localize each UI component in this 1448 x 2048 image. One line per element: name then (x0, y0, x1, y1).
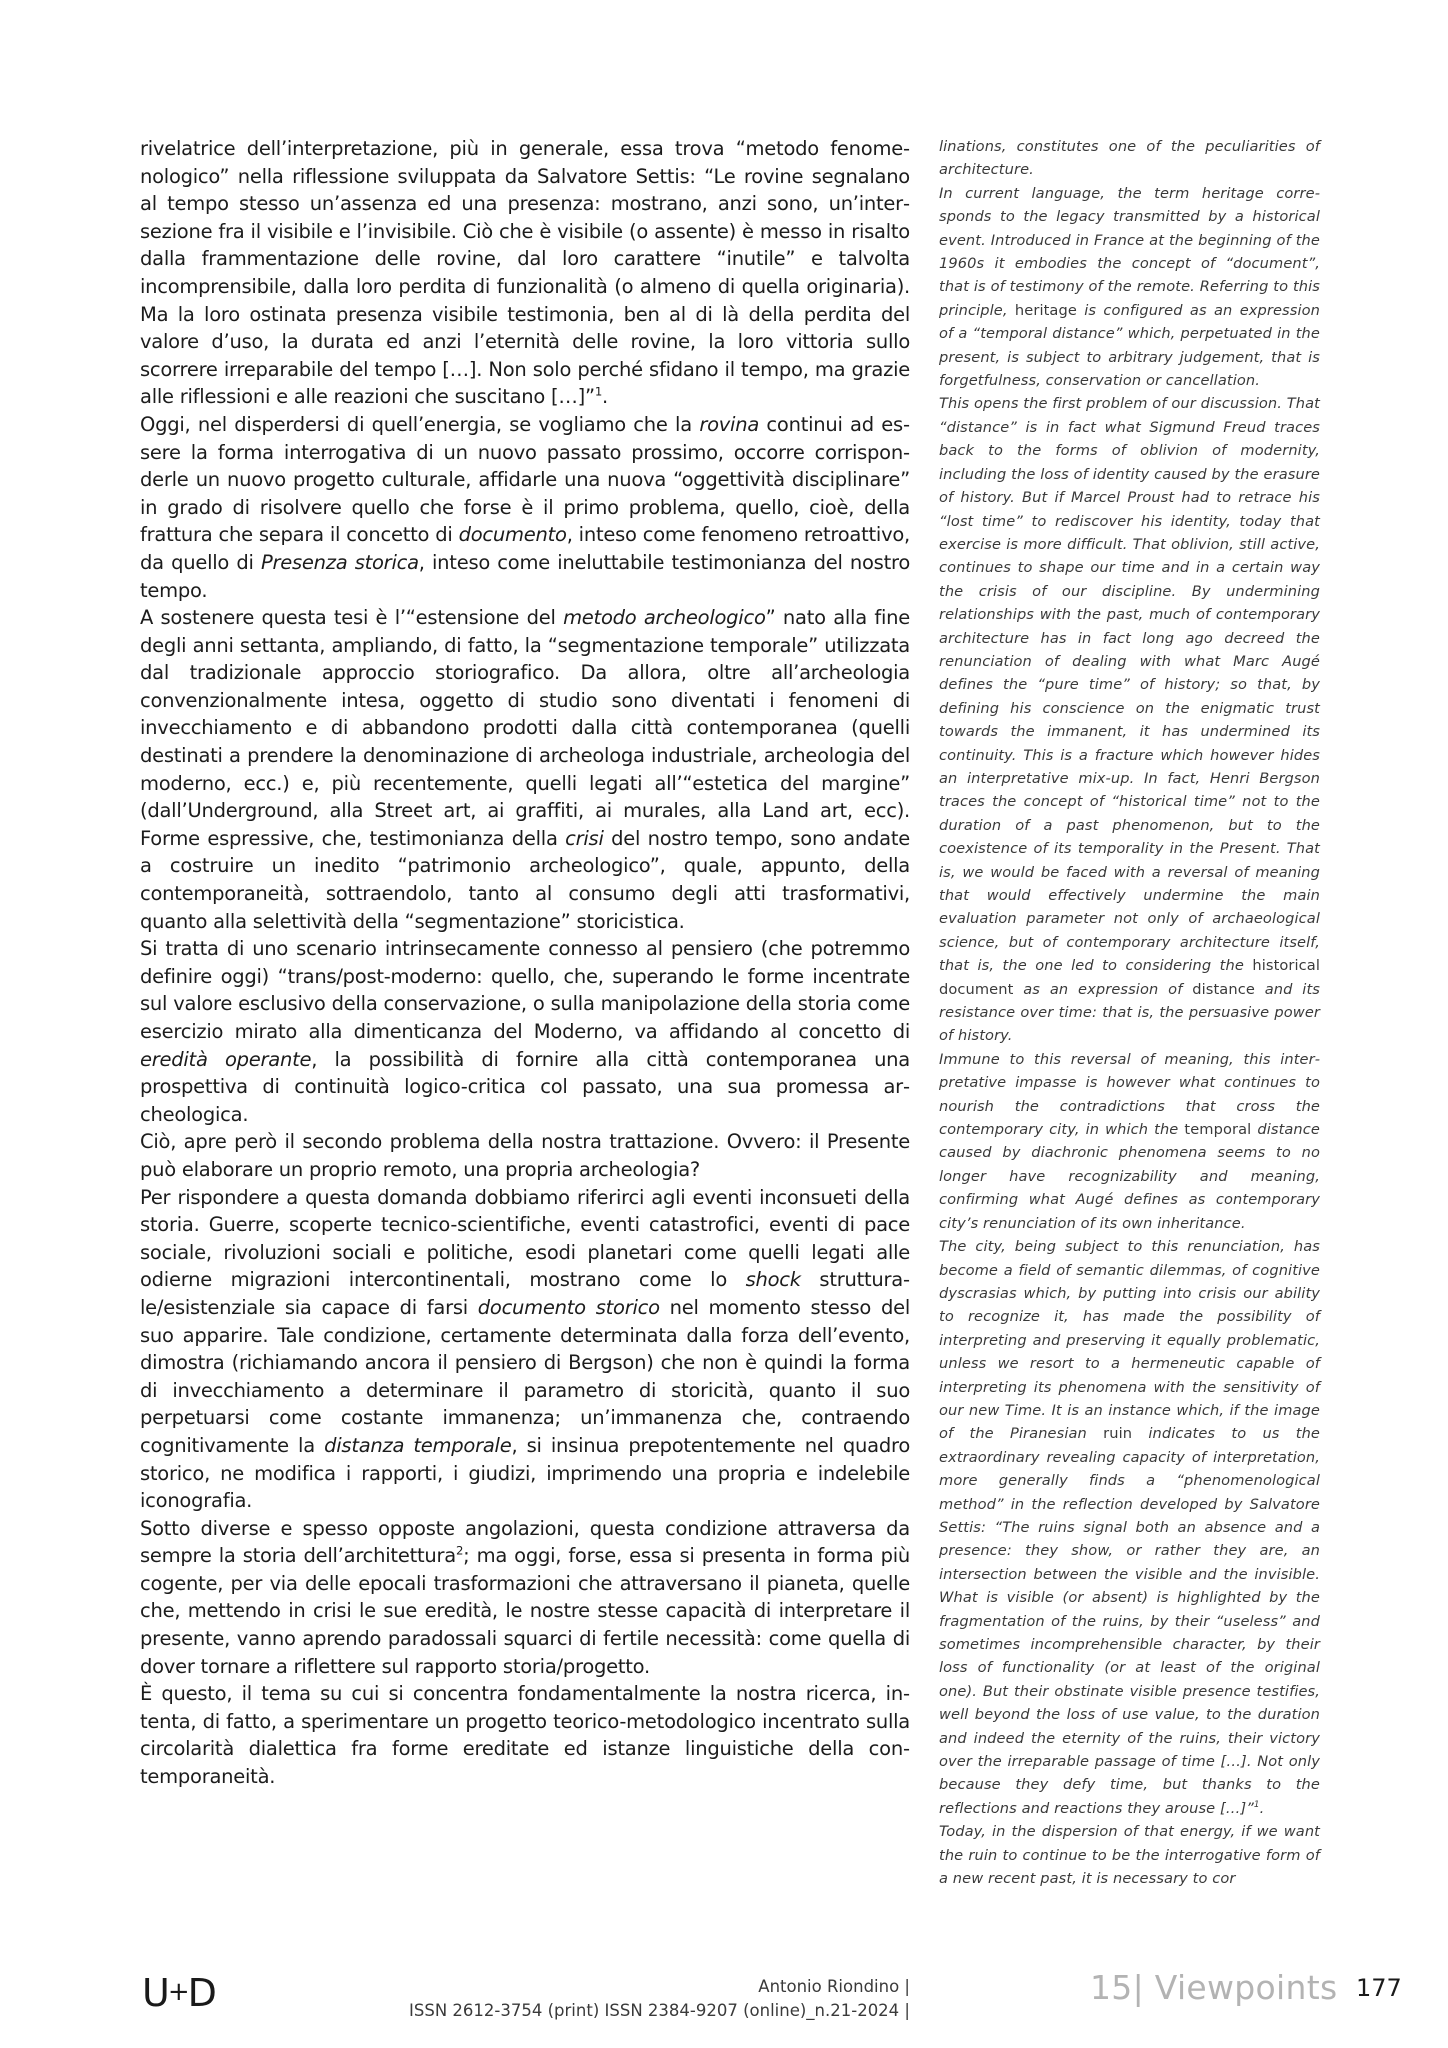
logo-plus: + (167, 1977, 187, 2007)
emphasis: metodo archeologico (563, 606, 766, 630)
text-run: continui ad essere la forma interrogativa di un nuovo passato prossimo, occorre corrisponderle un nuovo progetto culturale, affidarle una nuova “oggettività disciplinare” in grado di risolvere quello che forse è il primo problema, quello, cioè, della frattura che separa il concetto di (140, 412, 910, 547)
emphasis: rovina (699, 412, 760, 436)
paragraph: È questo, il tema su cui si concentra fondamentalmente la nostra ricerca, intenta, di fatto, a sperimentare un progetto teorico-metodologico incentrato sulla circolarità dialettica fra forme ereditate ed istanze linguistiche della contemporaneità. (140, 1682, 910, 1789)
paragraph (140, 411, 910, 604)
footer-author: Antonio Riondino | (758, 1977, 910, 1996)
footer-issn: ISSN 2612-3754 (print) ISSN 2384-9207 (online)_n.21-2024 | (409, 2001, 910, 2020)
paragraph (140, 1515, 910, 1681)
paragraph (939, 1048, 1320, 1235)
upright-term: heritage (1014, 301, 1077, 319)
text-run: Oggi, nel disperdersi di quell’energia, se vogliamo che la (140, 412, 700, 436)
emphasis: shock (745, 1268, 801, 1292)
text-run: , la possibilità di fornire alla città contemporanea una prospettiva di continuità logico-critica col passato, una sua promessa archeologica. (140, 1047, 910, 1126)
footnote-ref[interactable]: 2 (455, 1543, 464, 1558)
paragraph (140, 1184, 910, 1515)
text-run: , si insinua prepotentemente nel quadro storico, ne modifica i rapporti, i giudizi, imprimendo una propria e indelebile iconografia. (140, 1433, 911, 1513)
text-run: ; ma oggi, forse, essa si presenta in forma più cogente, per via delle epocali trasformazioni che attraversano il pianeta, quelle che, mettendo in crisi le sue eredità, le nostre stesse capacità di interpretare il presente, vanno aprendo paradossali squarci di fertile necessità: come quella di dover tornare a riflettere sul rapporto storia/progetto. (140, 1544, 910, 1678)
logo-letter: U (142, 1971, 167, 2015)
paragraph (140, 135, 910, 411)
text-run: In current language, the term heritage corresponds to the legacy transmitted by a historical event. Introduced in France at the beginning of the 1960s it embodies the concept of “document”, that is of testimony of the remote. Referring to this principle, (939, 184, 1320, 319)
journal-logo (142, 1972, 214, 2013)
text-run: and its resistance over time: that is, the persuasive power of history. (939, 980, 1320, 1045)
logo-letter: D (187, 1971, 214, 2015)
footnote-ref[interactable]: 1 (594, 384, 603, 399)
text-run: rivelatrice dell’interpretazione, più in generale, essa trova “metodo fenomenologico” nella riflessione sviluppata da Salvatore Settis: “Le rovine segnalano al tempo stesso un’assenza ed una presenza: mostrano, anzi sono, un’intersezione fra il visibile e l’invisibile. Ciò che è visibile (o assente) è messo in risalto dalla frammentazione delle rovine, dal loro carattere “inutile” e talvolta incomprensibile, dalla loro perdita di funzionalità (o almeno di quella originaria). Ma la loro ostinata presenza visibile testimonia, ben al di là della perdita del valore d’uso, la durata ed anzi l’eternità delle rovine, la loro vittoria sullo scorrere irreparabile del tempo […]. Non solo perché sfidano il tempo, ma grazie alle riflessioni e alle reazioni che suscitano […]” (140, 137, 910, 409)
text-run: Sotto diverse e spesso opposte angolazioni, questa condizione attraversa da sempre la storia dell’architettura (140, 1516, 910, 1568)
text-run: Si tratta di uno scenario intrinsecamente connesso al pensiero (che potremmo definire oggi) “trans/post-moderno: quello, che, superando le forme incentrate sul valore esclusivo della conservazione, o sulla manipolazione della storia come esercizio mirato alla dimenticanza del Moderno, va affidando al concetto di (140, 937, 910, 1043)
section-label: 15| Viewpoints (1090, 1968, 1338, 2007)
paragraph (939, 392, 1320, 1047)
upright-term: distance (1192, 980, 1255, 998)
paragraph (939, 182, 1320, 393)
paragraph: linations, constitutes one of the peculiarities of architecture. (939, 138, 1320, 179)
text-run: A sostenere questa tesi è l’“estensione del (140, 606, 564, 630)
upright-term: temporal (1184, 1121, 1252, 1139)
english-translation-column (939, 135, 1320, 1890)
text-run: The city, being subject to this renunciation, has become a field of semantic dilemmas, of cognitive dyscrasias which, by putting into crisis our ability to recognize it, has made the possibility of interpreting and preserving it equally problematic, unless we resort to a hermeneutic capable of interpreting its phenomena with the sensitivity of our new Time. It is an instance which, if the image of the Piranesian (939, 1238, 1320, 1443)
paragraph: Today, in the dispersion of that energy, if we want the ruin to continue to be the interrogative form of a new recent past, it is necessary to cor (939, 1823, 1320, 1888)
emphasis: distanza temporale (324, 1433, 512, 1457)
text-run: is configured as an expression of a “temporal distance” which, perpetuated in the present, is subject to arbitrary judgement, that is forgetfulness, conservation or cancellation. (939, 301, 1321, 390)
emphasis: eredità operante (140, 1047, 312, 1071)
upright-term: ruin (1103, 1425, 1133, 1443)
page-number: 177 (1356, 1974, 1402, 2002)
text-run: nel momento stesso del suo apparire. Tale condizione, certamente determinata dalla forza dell’evento, dimostra (richiamando ancora il pensiero di Bergson) che non è quindi la forma di invecchiamento a determinare il parametro di storicità, quanto il suo perpetuarsi come costante immanenza; un’immanenza che, contraendo cognitivamente la (140, 1295, 910, 1457)
text-run: as an expression of (1013, 980, 1193, 998)
upright-term: historical document (939, 957, 1320, 998)
paragraph (140, 935, 910, 1128)
paragraph (140, 604, 910, 935)
paragraph (939, 1235, 1320, 1820)
footer-meta (409, 1975, 910, 2023)
text-run: , inteso come ineluttabile testimonianza del nostro tempo. (140, 550, 911, 602)
emphasis: documento (458, 523, 567, 547)
text-run: . (602, 385, 608, 409)
text-run: Per rispondere a questa domanda dobbiamo riferirci agli eventi inconsueti della storia. Guerre, scoperte tecnico-scientifiche, eventi catastrofici, eventi di pace sociale, rivoluzioni sociali e politiche, esodi planetari come quelli legati alle odierne migrazioni intercontinentali, mostrano come lo (140, 1185, 910, 1292)
footnote-ref[interactable]: 1 (1253, 1799, 1260, 1810)
emphasis: documento storico (477, 1295, 660, 1319)
text-run: Immune to this reversal of meaning, this interpretative impasse is however what continues to nourish the contradictions that cross the contemporary city, in which the (939, 1050, 1320, 1139)
text-run: distance caused by diachronic phenomena seems to no longer have recognizability and meaning, confirming what Augé defines as contemporary city’s renunciation of its own inheritance. (939, 1121, 1320, 1232)
text-run: del nostro tempo, sono andate a costruire un inedito “patrimonio archeologico”, quale, appunto, della contemporaneità, sottraendolo, tanto al consumo degli atti trasformativi, quanto alla selettività della “segmentazione” storicistica. (140, 826, 911, 933)
main-body-text (140, 135, 910, 1791)
text-run: indicates to us the extraordinary revealing capacity of interpretation, more generally finds a “phenomenological method” in the reflection developed by Salvatore Settis: “The ruins signal both an absence and a presence: they show, or rather they are, an intersection between the visible and the invisible. What is visible (or absent) is highlighted by the fragmentation of the ruins, by their “useless” and sometimes incomprehensible character, by their loss of functionality (or at least of the original one). But their obstinate visible presence testifies, well beyond the loss of use value, to the duration and indeed the eternity of the ruins, their victory over the irreparable passage of time […]. Not only because they defy time, but thanks to the reflections and reactions they arouse […]” (939, 1425, 1321, 1817)
text-run: . (1259, 1799, 1265, 1817)
text-run: strutturale/esistenziale sia capace di farsi (140, 1268, 911, 1319)
emphasis: Presenza storica (260, 550, 419, 574)
text-run: This opens the first problem of our discussion. That “distance” is in fact what Sigmund Freud traces back to the forms of oblivion of modernity, including the loss of identity caused by the erasure of history. But if Marcel Proust had to retrace his “lost time” to rediscover his identity, today that exercise is more difficult. That oblivion, still active, continues to shape our time and in a certain way the crisis of our discipline. By undermining relationships with the past, much of contemporary architecture has in fact long ago decreed the renunciation of dealing with what Marc Augé defines the “pure time” of history; so that, by defining his conscience on the enigmatic trust towards the immanent, it has undermined its continuity. This is a fracture which however hides an interpretative mix-up. In fact, Henri Bergson traces the concept of “historical time” not to the duration of a past phenomenon, but to the coexistence of its temporality in the Present. That is, we would be faced with a reversal of meaning that would effectively undermine the main evaluation parameter not only of archaeological science, but of contemporary architecture itself, that is, the one led to considering the (939, 395, 1320, 975)
text-run: , inteso come fenomeno retroattivo, da quello di (140, 523, 910, 574)
text-run: ” nato alla fine degli anni settanta, ampliando, di fatto, la “segmentazione temporale” utilizzata dal tradizionale approccio storiografico. Da allora, oltre all’archeologia convenzionalmente intesa, oggetto di studio sono diventati i fenomeni di invecchiamento e di abbandono prodotti dalla città contemporanea (quelli destinati a prendere la denominazione di archeologa industriale, archeologia del moderno, ecc.) e, più recentemente, quelli legati all’“estetica del margine” (dall’Underground, alla Street art, ai graffiti, ai murales, alla Land art, ecc). Forme espressive, che, testimonianza della (140, 606, 910, 850)
paragraph: Ciò, apre però il secondo problema della nostra trattazione. Ovvero: il Presente può elaborare un proprio remoto, una propria archeologia? (140, 1130, 910, 1181)
emphasis: crisi (565, 826, 604, 850)
